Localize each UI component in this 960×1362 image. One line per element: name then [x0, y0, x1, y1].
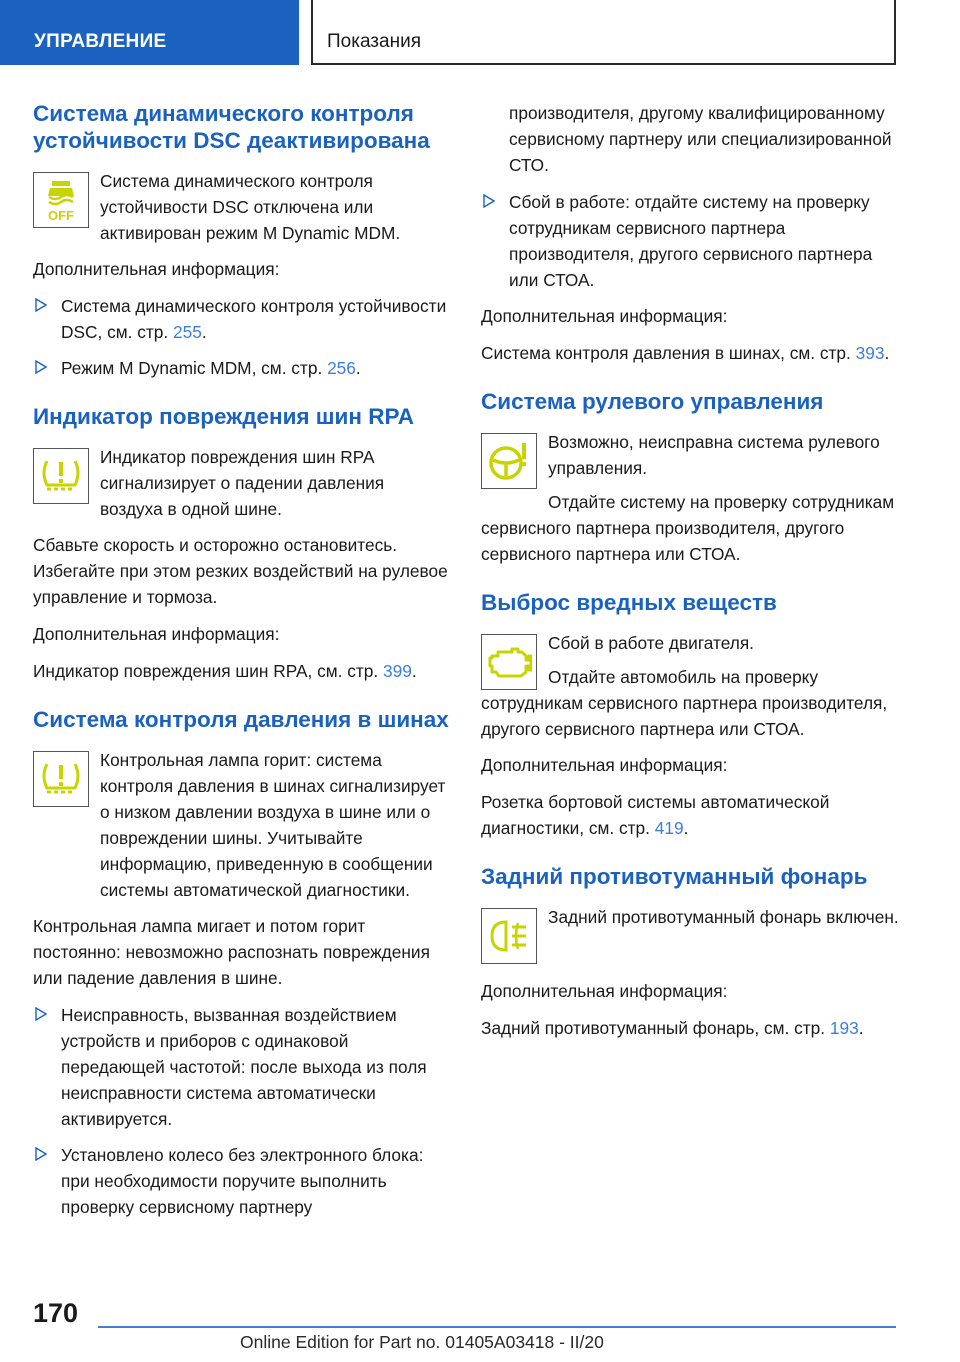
- rpa-more-info: Дополнительная информация:: [33, 624, 280, 644]
- section-tpms-continued: [481, 100, 901, 366]
- header-section-label: УПРАВЛЕНИЕ: [34, 31, 167, 52]
- header-chapter-label: Показания: [327, 31, 421, 52]
- steering-warning-icon: [481, 433, 537, 489]
- dsc-bullet-2: [33, 355, 451, 381]
- tpms-icon-row: [33, 747, 451, 903]
- dsc-bullet-2-end: .: [355, 358, 361, 378]
- dsc-icon-text: Система динамического контроля устойчивости DSC отключена или активирован режим M Dynamic MDM.: [100, 171, 401, 243]
- emission-more-info: Дополнительная информация:: [481, 755, 728, 775]
- right-column: [481, 100, 901, 1063]
- dsc-bullet-1-page-link[interactable]: 255: [172, 322, 202, 342]
- tpms-reference-text: Система контроля давления в шинах, см. стр.: [481, 343, 856, 363]
- emission-reference-text: Розетка бортовой системы автоматической диагностики, см. стр.: [481, 792, 830, 838]
- emission-reference: [481, 789, 901, 841]
- rear-fog-light-icon: [481, 908, 537, 964]
- fog-icon-row: [481, 904, 901, 968]
- fog-title: Задний противотуманный фонарь: [481, 864, 868, 889]
- dsc-off-icon: [33, 172, 89, 228]
- check-engine-icon: [481, 634, 537, 690]
- dsc-bullet-2-page-link[interactable]: 256: [327, 358, 356, 378]
- emission-paragraph: Отдайте автомобиль на проверку сотрудникам сервисного партнера производителя, другого сервисного партнера или СТОА.: [481, 667, 888, 739]
- emission-icon-row: [481, 630, 901, 742]
- steering-icon-text: Возможно, неисправна система рулевого управления.: [548, 432, 880, 478]
- section-steering: [481, 388, 901, 567]
- tpms-bullet-2: [33, 1142, 451, 1220]
- fog-reference-end: .: [858, 1018, 864, 1038]
- rpa-reference-end: .: [411, 661, 417, 681]
- rpa-icon-row: [33, 444, 451, 522]
- rpa-title: Индикатор повреждения шин RPA: [33, 404, 415, 429]
- tire-pressure-icon: [33, 751, 89, 807]
- tpms-reference-end: .: [884, 343, 890, 363]
- emission-reference-end: .: [683, 818, 689, 838]
- rpa-page-link[interactable]: 399: [383, 661, 412, 681]
- header-section-tab: [0, 0, 299, 65]
- dsc-bullet-1: [33, 293, 451, 345]
- tire-warning-icon: [33, 448, 89, 504]
- tpms-icon-text: Контрольная лампа горит: система контроля давления в шинах сигнализирует о низком давлении воздуха в шине или о повреждении шины. Учитывайте информацию, приведенную в сообщении системы автоматической диагностики.: [100, 750, 446, 900]
- tpms-continued-text: производителя, другому квалифицированному сервисному партнеру или специализированной СТО.: [509, 103, 892, 175]
- dsc-bullet-list: [33, 293, 451, 381]
- section-fog-light: [481, 863, 901, 1041]
- tpms-bullet-2-text: Установлено колесо без электронного блока: при необходимости поручите выполнить проверку сервисному партнеру: [61, 1145, 424, 1217]
- bullet-triangle-icon: [35, 1007, 47, 1021]
- tpms-bullet-1-text: Неисправность, вызванная воздействием устройств и приборов с одинаковой передающей частотой: после выхода из поля неисправности система автоматически активируется.: [61, 1005, 427, 1129]
- dsc-bullet-1-end: .: [201, 322, 207, 342]
- dsc-bullet-2-text: Режим M Dynamic MDM, см. стр.: [61, 358, 328, 378]
- bullet-triangle-icon: [35, 298, 47, 312]
- emission-icon-text: Сбой в работе двигателя.: [548, 633, 754, 653]
- rpa-paragraph: Сбавьте скорость и осторожно остановитесь. Избегайте при этом резких воздействий на рулевое управление и тормоза.: [33, 535, 448, 607]
- section-dsc: [33, 100, 451, 381]
- fog-page-link[interactable]: 193: [829, 1018, 859, 1038]
- emission-title: Выброс вредных веществ: [481, 590, 777, 615]
- svg-text:OFF: OFF: [48, 208, 74, 223]
- footer-divider: [98, 1326, 896, 1328]
- dsc-more-info: Дополнительная информация:: [33, 259, 280, 279]
- tpms-bullet-list: [33, 1002, 451, 1220]
- fog-icon-text: Задний противотуманный фонарь включен.: [548, 907, 899, 927]
- section-rpa: [33, 403, 451, 684]
- rpa-icon-text: Индикатор повреждения шин RPA сигнализирует о падении давления воздуха в одной шине.: [100, 447, 385, 519]
- bullet-triangle-icon: [35, 1147, 47, 1161]
- fog-more-info: Дополнительная информация:: [481, 981, 728, 1001]
- section-emission: [481, 589, 901, 841]
- dsc-icon-row: [33, 168, 451, 246]
- emission-page-link[interactable]: 419: [654, 818, 684, 838]
- steering-paragraph: Отдайте систему на проверку сотрудникам сервисного партнера производителя, другого сервисного партнера или СТОА.: [481, 492, 895, 564]
- header-chapter-box: [311, 0, 896, 65]
- fog-reference: [481, 1015, 901, 1041]
- tpms-bullet-3-text: Сбой в работе: отдайте систему на проверку сотрудникам сервисного партнера производителя, другого сервисного партнера или СТОА.: [509, 192, 873, 290]
- page-number: 170: [33, 1298, 79, 1328]
- tpms-bullet-3: [481, 189, 901, 293]
- dsc-bullet-1-text: Система динамического контроля устойчивости DSC, см. стр.: [61, 296, 447, 342]
- tpms-paragraph: Контрольная лампа мигает и потом горит постоянно: невозможно распознать повреждения или падение давления в шине.: [33, 916, 430, 988]
- footer-edition: Online Edition for Part no. 01405A03418 - II/20: [240, 1332, 604, 1352]
- tpms-title: Система контроля давления в шинах: [33, 707, 449, 732]
- left-column: [33, 100, 451, 1242]
- fog-reference-text: Задний противотуманный фонарь, см. стр.: [481, 1018, 830, 1038]
- steering-title: Система рулевого управления: [481, 389, 824, 414]
- bullet-triangle-icon: [483, 194, 495, 208]
- bullet-triangle-icon: [35, 360, 47, 374]
- tpms-continued-bullets: [481, 189, 901, 293]
- tpms-page-link[interactable]: 393: [855, 343, 885, 363]
- tpms-bullet-1: [33, 1002, 451, 1132]
- steering-icon-row: [481, 429, 901, 567]
- rpa-reference: [33, 658, 451, 684]
- section-tpms: [33, 706, 451, 1220]
- rpa-reference-text: Индикатор повреждения шин RPA, см. стр.: [33, 661, 384, 681]
- tpms-more-info: Дополнительная информация:: [481, 306, 728, 326]
- dsc-title: Система динамического контроля устойчивости DSC деактивирована: [33, 101, 430, 153]
- tpms-reference: [481, 340, 901, 366]
